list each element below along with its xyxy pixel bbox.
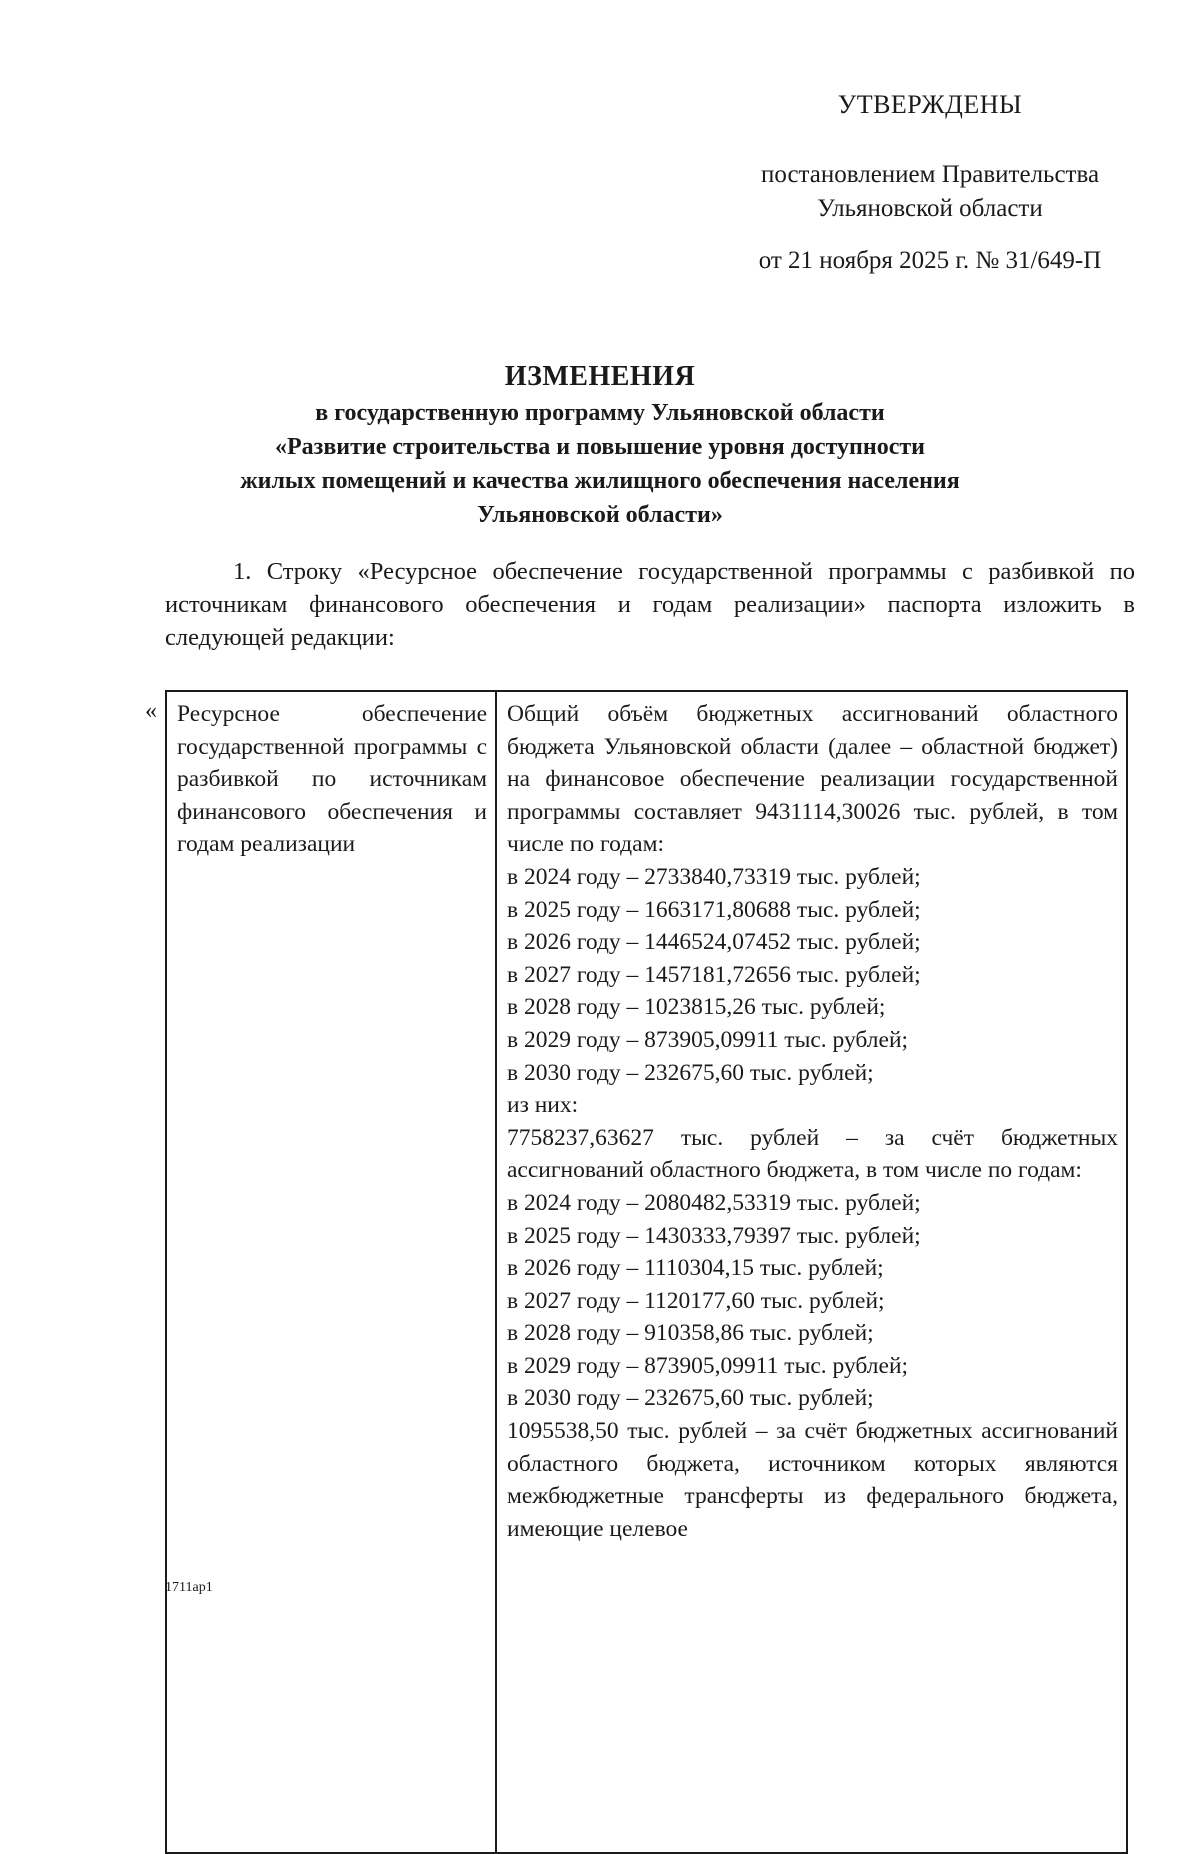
total-year-2025: в 2025 году – 1663171,80688 тыс. рублей; <box>507 896 921 923</box>
open-quote: « <box>145 698 157 724</box>
total-year-2027: в 2027 году – 1457181,72656 тыс. рублей; <box>507 961 921 988</box>
regional-year-2027: в 2027 году – 1120177,60 тыс. рублей; <box>507 1287 885 1314</box>
approved-heading: УТВЕРЖДЕНЫ <box>837 90 1023 119</box>
decree-line-1: постановлением Правительства <box>760 161 1100 188</box>
passport-table <box>165 690 1128 1854</box>
federal-transfers-text: 1095538,50 тыс. рублей – за счёт бюджетных ассигнований областного бюджета, источником которых являются межбюджетные трансферты из федерального бюджета, имеющие целевое <box>507 1418 1118 1542</box>
title-main: ИЗМЕНЕНИЯ <box>504 361 696 392</box>
total-year-2026: в 2026 году – 1446524,07452 тыс. рублей; <box>507 929 921 956</box>
value-cell <box>496 691 1127 1853</box>
title-line-4: Ульяновской области» <box>477 502 723 528</box>
document-title <box>160 360 1040 532</box>
title-line-1: в государственную программу Ульяновской области <box>315 400 885 426</box>
of-them-label: из них: <box>507 1092 579 1119</box>
total-year-2029: в 2029 году – 873905,09911 тыс. рублей; <box>507 1026 909 1053</box>
total-year-2028: в 2028 году – 1023815,26 тыс. рублей; <box>507 994 886 1021</box>
regional-year-2029: в 2029 году – 873905,09911 тыс. рублей; <box>507 1352 909 1379</box>
regional-year-2025: в 2025 году – 1430333,79397 тыс. рублей; <box>507 1222 921 1249</box>
document-code: 1711ap1 <box>165 1580 213 1595</box>
title-line-3: жилых помещений и качества жилищного обеспечения населения <box>240 468 960 494</box>
decree-line-2: Ульяновской области <box>817 195 1043 222</box>
title-line-2: «Развитие строительства и повышение уровня доступности <box>275 434 925 460</box>
regional-year-2030: в 2030 году – 232675,60 тыс. рублей; <box>507 1385 874 1412</box>
regional-year-2026: в 2026 году – 1110304,15 тыс. рублей; <box>507 1255 884 1282</box>
regional-budget-text: 7758237,63627 тыс. рублей – за счёт бюджетных ассигнований областного бюджета, в том числе по годам: <box>507 1124 1118 1184</box>
table-row <box>166 691 1127 1853</box>
approval-block <box>720 88 1140 278</box>
regional-year-2028: в 2028 году – 910358,86 тыс. рублей; <box>507 1320 874 1347</box>
intro-paragraph: 1. Строку «Ресурсное обеспечение государственной программы с разбивкой по источникам финансового обеспечения и годам реализации» паспорта изложить в следующей редакции: <box>165 558 1135 651</box>
intro-section <box>165 555 1135 654</box>
label-cell: Ресурсное обеспечение государственной программы с разбивкой по источникам финансового обеспечения и годам реализации <box>166 691 496 1853</box>
total-intro-text: Общий объём бюджетных ассигнований областного бюджета Ульяновской области (далее – областной бюджет) на финансовое обеспечение реализации государственной программы составляет 9431114,30026 тыс. рублей, в том числе по годам: <box>507 701 1118 858</box>
decree-date: от 21 ноября 2025 г. № 31/649-П <box>758 247 1102 274</box>
total-year-2024: в 2024 году – 2733840,73319 тыс. рублей; <box>507 863 921 890</box>
regional-year-2024: в 2024 году – 2080482,53319 тыс. рублей; <box>507 1189 921 1216</box>
total-year-2030: в 2030 году – 232675,60 тыс. рублей; <box>507 1059 874 1086</box>
